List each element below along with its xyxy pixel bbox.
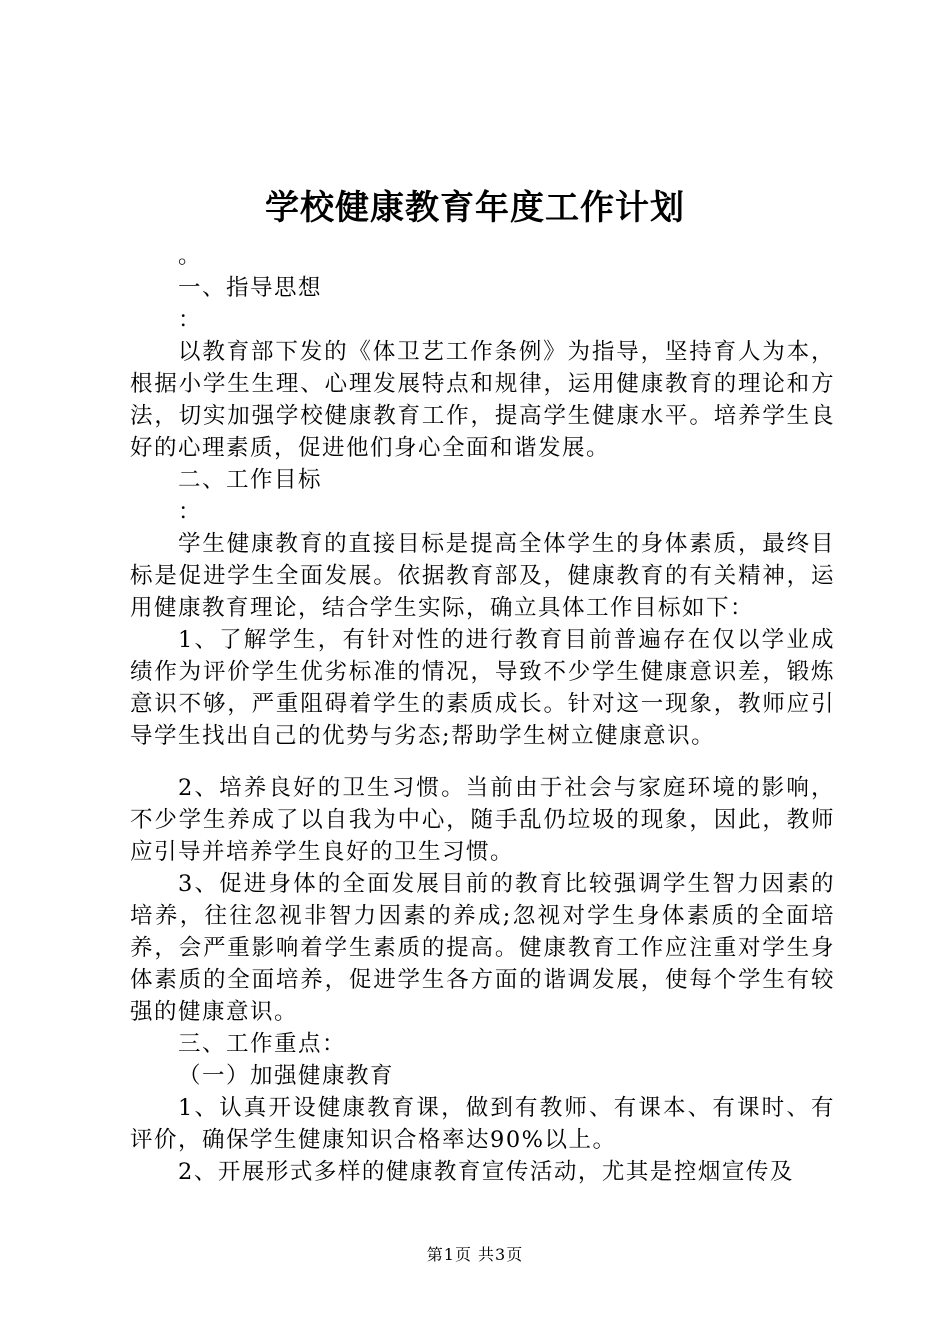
document-title: 学校健康教育年度工作计划 [265, 188, 685, 228]
list-item-focus-1: 1、认真开设健康教育课，做到有教师、有课本、有课时、有评价，确保学生健康知识合格率达90%以上。 [130, 1095, 835, 1153]
list-item-goal-3: 3、促进身体的全面发展目前的教育比较强调学生智力因素的培养，往往忽视非智力因素的养成;忽视对学生身体素质的全面培养，会严重影响着学生素质的提高。健康教育工作应注重对学生身体素质的全面培养，促进学生各方面的谐调发展，使每个学生有较强的健康意识。 [130, 871, 835, 1025]
heading-work-focus: 三、工作重点： [178, 1031, 347, 1057]
paragraph-guiding-text: 以教育部下发的《体卫艺工作条例》为指导，坚持育人为本，根据小学生生理、心理发展特点和规律，运用健康教育的理论和方法，切实加强学校健康教育工作，提高学生健康水平。培养学生良好的心理素质，促进他们身心全面和谐发展。 [130, 339, 835, 461]
paragraph-goals-text: 学生健康教育的直接目标是提高全体学生的身体素质，最终目标是促进学生全面发展。依据教育部及，健康教育的有关精神，运用健康教育理论，结合学生实际，确立具体工作目标如下： [130, 531, 835, 621]
paragraph-period: 。 [178, 243, 203, 269]
list-item-goal-1: 1、了解学生，有针对性的进行教育目前普遍存在仅以学业成绩作为评价学生优劣标准的情况，导致不少学生健康意识差，锻炼意识不够，严重阻碍着学生的素质成长。针对这一现象，教师应引导学生找出自己的优势与劣态;帮助学生树立健康意识。 [130, 627, 835, 749]
paragraph-colon: ： [178, 499, 203, 525]
document-body [130, 240, 835, 1188]
list-item-goal-2: 2、培养良好的卫生习惯。当前由于社会与家庭环境的影响，不少学生养成了以自我为中心，随手乱仍垃圾的现象，因此，教师应引导并培养学生良好的卫生习惯。 [130, 775, 835, 865]
heading-guiding-ideology: 一、指导思想 [178, 275, 323, 301]
paragraph-colon: ： [178, 307, 203, 333]
list-item-focus-2: 2、开展形式多样的健康教育宣传活动，尤其是控烟宣传及 [178, 1159, 794, 1185]
heading-work-goals: 二、工作目标 [178, 467, 323, 493]
subheading-strengthen-health-education: （一）加强健康教育 [178, 1063, 395, 1089]
page-number: 第1页 共3页 [426, 1245, 524, 1264]
